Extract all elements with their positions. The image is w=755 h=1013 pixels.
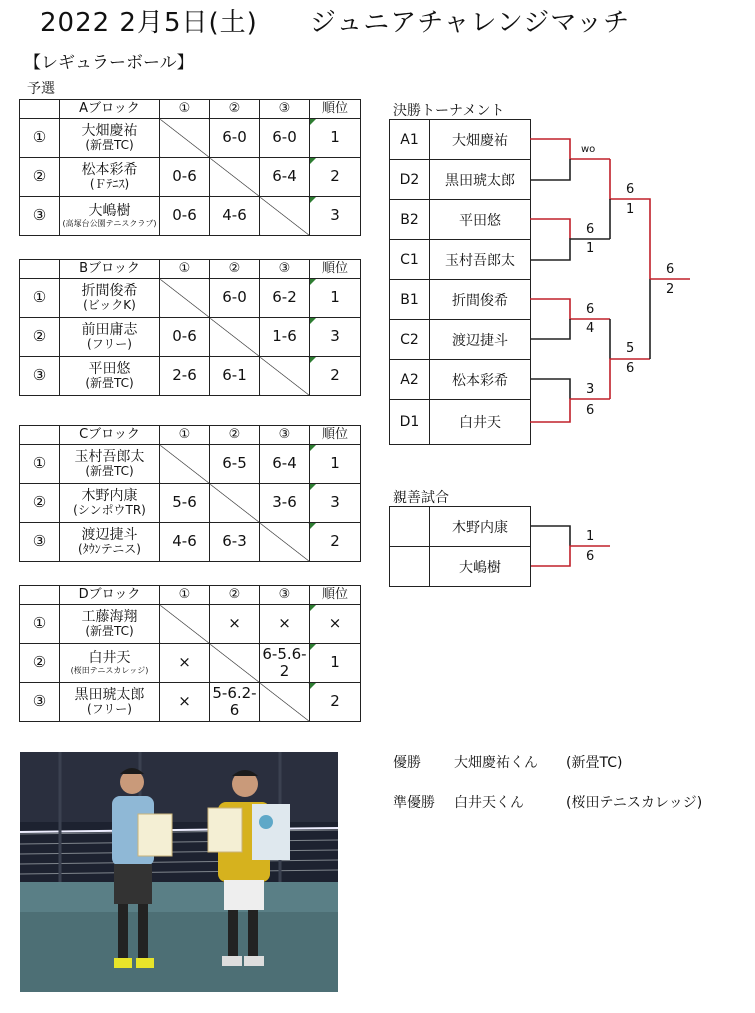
player-club: (新畳TC) [85,376,134,391]
friendly-player-name: 大嶋樹 [430,547,531,587]
group-col-header: ③ [260,100,310,119]
match-score: 0-6 [160,158,210,197]
bracket-line [530,526,570,546]
group-col-header: ③ [260,260,310,279]
player-name: 白井天 [88,650,131,667]
score-r1m4b: 6 [586,403,595,418]
group-rank-header: 順位 [310,426,361,445]
group-col-header: ① [160,100,210,119]
prelim-label: 予選 [27,81,55,97]
final-seed: A2 [390,360,430,400]
player-name: 前田庸志 [81,322,138,339]
final-player-name: 玉村吾郎太 [430,240,531,280]
player-number: ③ [20,683,60,722]
match-score: × [160,683,210,722]
player-name: 渡辺捷斗 [81,527,138,544]
match-score: 6-5 [210,445,260,484]
score-sf1b: 1 [626,202,635,217]
event-date: 2022 2月5日(土) [40,8,258,38]
bracket-line [530,159,570,180]
player-name: 黒田琥太郎 [74,687,145,704]
player-rank: 1 [310,644,361,683]
friendly-score-b: 6 [586,549,595,564]
match-score: 4-6 [160,523,210,562]
player-name: 大嶋樹 [88,203,131,220]
match-score: 0-6 [160,318,210,357]
player-number: ② [20,644,60,683]
player-name: 玉村吾郎太 [74,449,145,466]
final-player-name: 松本彩希 [430,360,531,400]
group-rank-header: 順位 [310,100,361,119]
player-rank: 2 [310,523,361,562]
match-score: 2-6 [160,357,210,396]
match-score: 0-6 [160,197,210,236]
score-r1m2a: 6 [586,222,595,237]
friendly-table [389,506,531,587]
score-final-a: 6 [666,262,675,277]
winner-label: 優勝 [393,755,421,771]
match-score: 6-0 [210,119,260,158]
final-player-name: 折間俊希 [430,280,531,320]
player-club: (フリー) [87,702,132,717]
player-club: (フリー) [87,337,132,352]
player-number: ① [20,279,60,318]
match-score: 6-3 [210,523,260,562]
final-player-name: 平田悠 [430,200,531,240]
group-name: Aブロック [60,100,160,119]
group-col-header: ② [210,426,260,445]
score-sf2a: 5 [626,341,635,356]
final-seed: D2 [390,160,430,200]
player-club: (新畳TC) [85,138,134,153]
score-r1m3b: 4 [586,321,595,336]
player-rank: 1 [310,119,361,158]
friendly-seed-cell [390,547,430,587]
friendly-seed-cell [390,507,430,547]
match-score: 6-4 [260,158,310,197]
player-rank: 1 [310,445,361,484]
player-club: (高塚台公園テニスクラブ) [62,219,157,229]
bracket-line [530,139,570,159]
group-rank-header: 順位 [310,260,361,279]
player-name: 工藤海翔 [81,609,138,626]
group-name: Dブロック [60,586,160,605]
score-r1m1: wo [581,144,596,155]
bracket-line [530,299,610,319]
winner-name: 大畑慶祐くん [454,755,538,771]
player-club: (Ｆﾃﾆｽ) [89,177,130,192]
player-rank: 3 [310,318,361,357]
player-number: ② [20,318,60,357]
player-name: 平田悠 [88,361,131,378]
player-number: ① [20,119,60,158]
player-number: ② [20,484,60,523]
group-name: Cブロック [60,426,160,445]
final-seed: D1 [390,400,430,445]
final-player-name: 黒田琥太郎 [430,160,531,200]
final-seed: A1 [390,120,430,160]
player-club: (新畳TC) [85,464,134,479]
player-name: 大畑慶祐 [81,123,138,140]
match-score: 6-1 [210,357,260,396]
bracket-line [530,546,610,566]
player-rank: 2 [310,357,361,396]
match-score: × [160,644,210,683]
winner-club: (新畳TC) [566,755,623,771]
player-club: (新畳TC) [85,624,134,639]
player-rank: 3 [310,484,361,523]
score-r1m4a: 3 [586,382,595,397]
group-col-header: ③ [260,426,310,445]
group-col-header: ① [160,586,210,605]
player-name: 木野内康 [81,488,138,505]
friendly-score-a: 1 [586,529,595,544]
group-rank-header: 順位 [310,586,361,605]
final-seed: B1 [390,280,430,320]
bracket-line [610,159,650,279]
group-col-header: ① [160,426,210,445]
score-final-b: 2 [666,282,675,297]
player-number: ② [20,158,60,197]
friendly-title: 親善試合 [393,490,449,506]
player-rank: × [310,605,361,644]
score-sf2b: 6 [626,361,635,376]
bracket-line [530,239,610,260]
group-col-header: ② [210,260,260,279]
player-number: ③ [20,357,60,396]
group-col-header: ① [160,260,210,279]
runner-up-club: (桜田テニスカレッジ) [566,795,703,811]
match-score: 5-6.2-6 [210,683,260,722]
player-number: ① [20,445,60,484]
match-score: × [260,605,310,644]
group-col-header: ② [210,100,260,119]
player-club: (ﾀｳﾝテニス) [78,542,141,557]
winners-photo [20,752,338,992]
final-player-name: 大畑慶祐 [430,120,531,160]
group-col-header: ③ [260,586,310,605]
player-club: (シンポウTR) [73,503,146,518]
match-score: 6-5.6-2 [260,644,310,683]
player-rank: 1 [310,279,361,318]
final-player-name: 白井天 [430,400,531,445]
player-number: ③ [20,523,60,562]
bracket-line [530,399,610,422]
player-rank: 2 [310,158,361,197]
group-name: Bブロック [60,260,160,279]
player-name: 折間俊希 [81,283,138,300]
player-number: ③ [20,197,60,236]
score-r1m2b: 1 [586,241,595,256]
match-score: 6-4 [260,445,310,484]
score-r1m3a: 6 [586,302,595,317]
final-seed: C1 [390,240,430,280]
runner-up-label: 準優勝 [393,795,435,811]
event-name: ジュニアチャレンジマッチ [309,8,631,38]
player-number: ① [20,605,60,644]
ball-category: 【レギュラーボール】 [24,53,194,73]
group-col-header: ② [210,586,260,605]
match-score: 6-2 [260,279,310,318]
friendly-player-name: 木野内康 [430,507,531,547]
match-score: 6-0 [260,119,310,158]
match-score: 3-6 [260,484,310,523]
bracket-line [530,319,570,339]
player-rank: 3 [310,197,361,236]
match-score: 6-0 [210,279,260,318]
match-score: 1-6 [260,318,310,357]
match-score: 5-6 [160,484,210,523]
match-score: 4-6 [210,197,260,236]
player-rank: 2 [310,683,361,722]
player-club: (ビックK) [83,298,136,313]
bracket-line [530,379,570,399]
player-club: (桜田テニスカレッジ) [70,666,149,676]
runner-up-name: 白井天くん [454,795,524,811]
score-sf1a: 6 [626,182,635,197]
player-name: 松本彩希 [81,162,138,179]
final-seed: B2 [390,200,430,240]
bracket-line [530,219,570,239]
match-score: × [210,605,260,644]
final-seed: C2 [390,320,430,360]
final-title: 決勝トーナメント [393,103,505,119]
final-player-name: 渡辺捷斗 [430,320,531,360]
